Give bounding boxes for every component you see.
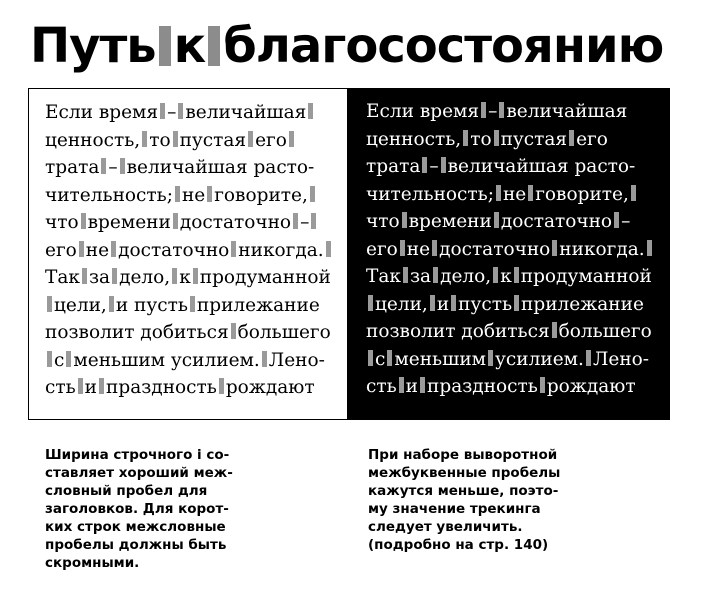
word-space-marker (231, 323, 236, 339)
text-line (45, 127, 331, 155)
word-space-marker (99, 378, 104, 394)
word: – (621, 211, 631, 232)
word-space-marker (432, 240, 437, 256)
word-space-marker (190, 296, 195, 312)
word: праздность (427, 376, 538, 397)
word-space-marker (79, 241, 84, 257)
word-space-marker (109, 296, 114, 312)
caption-line: Ширина строчного i со- (45, 447, 230, 463)
text-line (45, 209, 331, 237)
word-space-marker (481, 102, 486, 118)
word: никогда. (559, 238, 645, 260)
word-space-marker (420, 377, 425, 393)
text-line (366, 153, 654, 181)
light-text-panel (28, 88, 348, 420)
text-line (45, 237, 331, 265)
word-space-marker (248, 131, 253, 147)
text-line (366, 263, 654, 291)
word: рождают (225, 377, 315, 398)
word-space-marker (289, 131, 294, 147)
word: с (54, 349, 65, 371)
word: позволит добиться (366, 321, 550, 342)
word-space-marker (631, 185, 636, 201)
word-space-marker (142, 131, 147, 147)
word: величайшая расто- (126, 157, 315, 178)
word-space-marker (207, 186, 212, 202)
caption-line: скромными. (45, 555, 140, 571)
word-space-marker (430, 295, 435, 311)
caption-line: межбуквенные пробелы (368, 465, 561, 481)
word-space-marker (614, 212, 619, 228)
text-line (45, 182, 331, 210)
text-line (366, 126, 654, 154)
word-space-marker (82, 268, 87, 284)
text-line (366, 346, 654, 374)
word-space-marker (219, 378, 224, 394)
word-space-marker (101, 158, 106, 174)
word-space-marker (47, 351, 52, 367)
caption-line: следует увеличить. (368, 519, 523, 535)
text-line (366, 98, 654, 126)
word: чительность; (45, 184, 173, 206)
word-space-marker (647, 240, 652, 256)
word: то (470, 128, 492, 150)
word-space-marker (552, 240, 557, 256)
word-space-marker (451, 295, 456, 311)
word: что (366, 211, 400, 232)
word-space-marker (496, 185, 501, 201)
text-line (45, 154, 331, 182)
word: времени (87, 212, 171, 233)
word-space-marker (173, 131, 178, 147)
word: достаточно (118, 239, 230, 261)
word-space-marker (173, 213, 178, 229)
word-space-marker (514, 295, 519, 311)
word: никогда. (238, 239, 324, 261)
word: меньшим (394, 348, 487, 370)
word-space-marker (387, 350, 392, 366)
word: и (436, 293, 450, 315)
word: большего (558, 321, 652, 342)
word: чительность; (366, 183, 494, 205)
word-space-marker (463, 130, 468, 146)
word: трата (45, 157, 100, 178)
word: что (45, 212, 79, 233)
word: величайшая расто- (447, 156, 636, 177)
word: его (45, 239, 77, 261)
text-line (45, 374, 331, 402)
word-space-marker (433, 267, 438, 283)
word-space-marker (552, 322, 557, 338)
word: Если время (45, 102, 159, 123)
word-space-marker (368, 295, 373, 311)
word: говорите, (535, 183, 629, 205)
word-space-marker (586, 350, 591, 366)
word-space-marker (403, 267, 408, 283)
word-space-marker (399, 377, 404, 393)
word-space-marker (441, 157, 446, 173)
word-space-marker (47, 296, 52, 312)
caption-line: пробелы должны быть (45, 537, 227, 553)
word: к (500, 266, 512, 287)
word-space-marker (569, 130, 574, 146)
text-line (366, 208, 654, 236)
word: Так (45, 267, 80, 288)
title-space-marker (208, 26, 220, 66)
word: цели, (375, 293, 428, 315)
text-line (45, 292, 331, 320)
word: его (255, 129, 287, 151)
title-space-marker (159, 26, 171, 66)
word: большего (237, 322, 331, 343)
word-space-marker (193, 268, 198, 284)
word-space-marker (175, 186, 180, 202)
word-space-marker (540, 377, 545, 393)
word-space-marker (488, 350, 493, 366)
title-word: Путь (30, 18, 156, 74)
word: – (488, 101, 498, 122)
word: – (167, 102, 177, 123)
left-caption (45, 446, 305, 572)
word: его (576, 128, 608, 150)
word-space-marker (368, 350, 373, 366)
word: дело, (119, 267, 171, 288)
word-space-marker (66, 351, 71, 367)
word: ценность, (45, 129, 141, 151)
word: достаточно (500, 211, 613, 232)
caption-line: (подробно на стр. 140) (368, 537, 549, 553)
word-space-marker (293, 213, 298, 229)
word-space-marker (499, 102, 504, 118)
word: усилием. (495, 348, 584, 370)
word: за (409, 266, 432, 287)
word: его (366, 238, 398, 260)
word: времени (408, 211, 492, 232)
text-line (45, 264, 331, 292)
word: не (502, 183, 527, 205)
word-space-marker (402, 212, 407, 228)
word-space-marker (308, 103, 313, 119)
text-line (45, 99, 331, 127)
text-line (366, 291, 654, 319)
word-space-marker (493, 267, 498, 283)
word: не (406, 238, 431, 260)
word: и пусть (115, 294, 188, 316)
word: – (300, 212, 310, 233)
word-space-marker (310, 186, 315, 202)
word: величайшая (506, 101, 628, 122)
word-space-marker (81, 213, 86, 229)
word-space-marker (494, 212, 499, 228)
word-space-marker (112, 268, 117, 284)
word-space-marker (172, 268, 177, 284)
word: говорите, (214, 184, 308, 206)
word: рождают (546, 376, 636, 397)
caption-line: му значение трекинга (368, 501, 541, 517)
word: Лено- (268, 349, 325, 371)
word: пусть (458, 293, 513, 315)
text-line (366, 181, 654, 209)
text-line (366, 236, 654, 264)
word-space-marker (111, 241, 116, 257)
word-space-marker (528, 185, 533, 201)
word: меньшим усилием. (73, 349, 260, 371)
text-line (45, 319, 331, 347)
word: и (84, 377, 98, 398)
word: пустая (500, 128, 568, 150)
caption-line: При наборе выворотной (368, 447, 558, 463)
word: с (375, 348, 386, 370)
caption-line: словный пробел для (45, 483, 208, 499)
word-space-marker (231, 241, 236, 257)
word: и (405, 376, 419, 397)
word-space-marker (178, 103, 183, 119)
word: трата (366, 156, 421, 177)
word-space-marker (78, 378, 83, 394)
caption-line: кажутся меньше, поэто- (368, 483, 559, 499)
word: продуманной (199, 267, 331, 288)
word: позволит добиться (45, 322, 229, 343)
word: достаточно (179, 212, 292, 233)
word: достаточно (439, 238, 551, 260)
caption-line: ких строк межсловные (45, 519, 226, 535)
word: Так (366, 266, 401, 287)
word: цели, (54, 294, 107, 316)
word: не (85, 239, 110, 261)
text-line (366, 373, 654, 401)
word-space-marker (494, 130, 499, 146)
word-space-marker (311, 213, 316, 229)
title-word: благосостоянию (223, 18, 664, 74)
word: к (179, 267, 191, 288)
word: не (181, 184, 206, 206)
word: Лено- (592, 348, 650, 370)
word: ценность, (366, 128, 462, 150)
word-space-marker (400, 240, 405, 256)
word: – (108, 157, 118, 178)
word: величайшая (185, 102, 307, 123)
word: прилежание (521, 293, 644, 315)
page-title (30, 10, 663, 82)
word: – (429, 156, 439, 177)
word: Если время (366, 101, 480, 122)
word-space-marker (326, 241, 331, 257)
word: праздность (106, 377, 217, 398)
caption-line: заголовков. Для корот- (45, 501, 229, 517)
title-word: к (173, 18, 206, 74)
word-space-marker (160, 103, 165, 119)
word-space-marker (120, 158, 125, 174)
word: продуманной (520, 266, 652, 287)
word: за (88, 267, 111, 288)
dark-text-panel (348, 88, 670, 420)
word: то (149, 129, 171, 151)
text-line (366, 318, 654, 346)
caption-line: ставляет хороший меж- (45, 465, 233, 481)
right-caption (368, 446, 668, 554)
word: сть (366, 376, 397, 397)
word: пустая (179, 129, 247, 151)
word-space-marker (262, 351, 267, 367)
text-line (45, 347, 331, 375)
word-space-marker (514, 267, 519, 283)
word: сть (45, 377, 76, 398)
word: дело, (440, 266, 492, 287)
word: прилежание (196, 294, 320, 316)
word-space-marker (422, 157, 427, 173)
